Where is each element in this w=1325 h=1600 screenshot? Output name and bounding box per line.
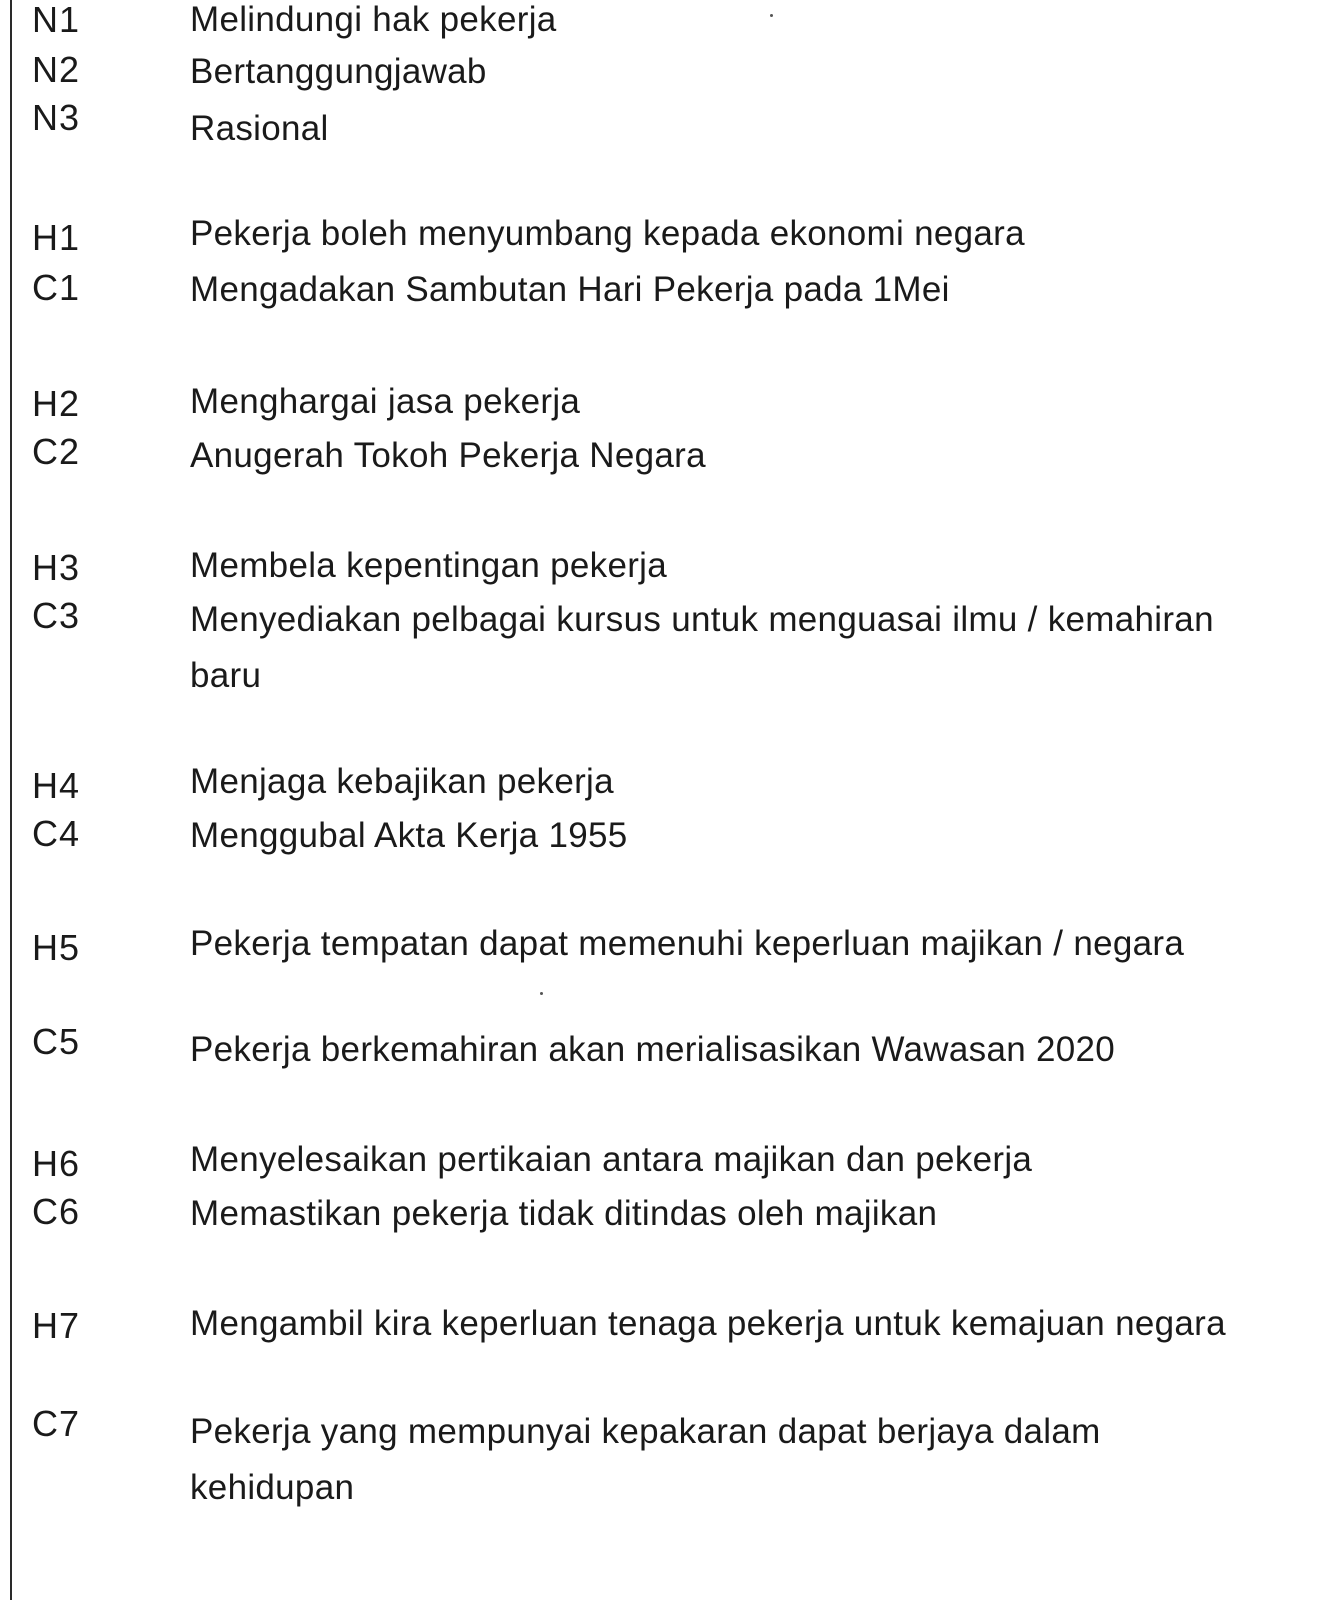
item-code: C7 bbox=[32, 1403, 81, 1444]
item-code: C2 bbox=[32, 431, 81, 472]
item-code: H6 bbox=[32, 1143, 81, 1184]
item-code: H2 bbox=[32, 383, 81, 424]
item-code: N1 bbox=[32, 0, 81, 40]
item-code: H7 bbox=[32, 1305, 81, 1346]
item-text: Pekerja berkemahiran akan merialisasikan Wawasan 2020 bbox=[190, 1030, 1116, 1069]
item-text: Pekerja yang mempunyai kepakaran dapat berjaya dalam kehidupan bbox=[190, 1412, 1101, 1507]
item-code: C4 bbox=[32, 813, 81, 854]
item-text: Pekerja tempatan dapat memenuhi keperluan majikan / negara bbox=[190, 924, 1185, 963]
item-text: Memastikan pekerja tidak ditindas oleh majikan bbox=[190, 1194, 938, 1233]
item-code: N3 bbox=[32, 97, 81, 138]
item-text: Menggubal Akta Kerja 1955 bbox=[190, 816, 628, 855]
item-code: H1 bbox=[32, 217, 81, 258]
item-text: Mengambil kira keperluan tenaga pekerja untuk kemajuan negara bbox=[190, 1304, 1226, 1343]
item-text: Menghargai jasa pekerja bbox=[190, 382, 581, 421]
item-text: Melindungi hak pekerja bbox=[190, 0, 557, 39]
item-text: Rasional bbox=[190, 109, 329, 148]
item-code: H5 bbox=[32, 927, 81, 968]
item-code: H4 bbox=[32, 765, 81, 806]
item-code: C3 bbox=[32, 595, 81, 636]
left-margin-line bbox=[10, 0, 12, 1600]
item-text: Bertanggungjawab bbox=[190, 52, 487, 91]
item-code: N2 bbox=[32, 49, 81, 90]
item-text: Menjaga kebajikan pekerja bbox=[190, 762, 614, 801]
item-text: Anugerah Tokoh Pekerja Negara bbox=[190, 436, 706, 475]
item-code: C6 bbox=[32, 1191, 81, 1232]
item-code: C1 bbox=[32, 267, 81, 308]
item-text: Membela kepentingan pekerja bbox=[190, 546, 668, 585]
item-code: H3 bbox=[32, 547, 81, 588]
item-text: Menyelesaikan pertikaian antara majikan dan pekerja bbox=[190, 1140, 1033, 1179]
item-text: Pekerja boleh menyumbang kepada ekonomi negara bbox=[190, 214, 1025, 253]
item-text: Mengadakan Sambutan Hari Pekerja pada 1Mei bbox=[190, 270, 950, 309]
scan-speck bbox=[540, 992, 543, 995]
item-code: C5 bbox=[32, 1021, 81, 1062]
item-text: Menyediakan pelbagai kursus untuk menguasai ilmu / kemahiran baru bbox=[190, 600, 1214, 695]
